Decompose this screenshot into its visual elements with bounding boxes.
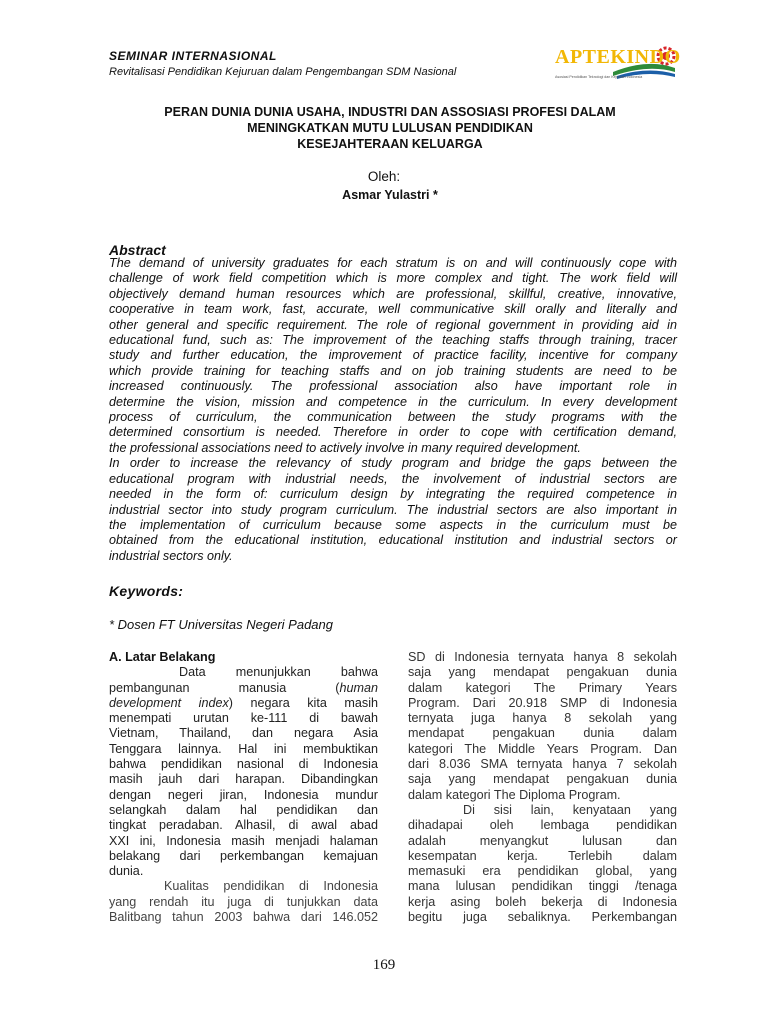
body-line [109,879,378,894]
body-line: menempati urutan ke-111 di bawah [109,711,378,726]
body-text: pembangunan manusia ( [109,680,340,695]
body-line: dihadapai oleh lembaga pendidikan [408,818,677,833]
abstract-line: educational fund, such as: The improvement of the teaching staffs through training, tracer [109,333,677,348]
body-line: dengan negeri jiran, Indonesia mundur [109,787,378,802]
body-line: Vietnam, Thailand, dan negara Asia [109,726,378,741]
abstract-line: industrial sectors only. [109,548,233,563]
abstract-heading: Abstract [109,242,166,258]
abstract-line: The demand of university graduates for each stratum is on and will continuously cope with [109,256,677,270]
body-line: dunia. [109,864,144,879]
abstract-line: determined consortium is needed. Therefore in order to cope with certification demand, [109,425,677,440]
body-line: Balitbang tahun 2003 bahwa dari 146.052 [109,910,378,925]
body-line: saja yang mendapat pengakuan dunia [408,665,677,680]
body-line: begitu juga sebaliknya. Perkembangan [408,910,677,925]
body-line: Tenggara lainnya. Hal ini membuktikan [109,741,378,756]
abstract-body [109,256,677,564]
body-line: mendapat pengakuan dunia dalam [408,726,677,741]
abstract-line: In order to increase the relevancy of study program and bridge the gaps between the [109,456,677,471]
section-heading: A. Latar Belakang [109,650,216,664]
abstract-line: objectively demand human resources which are professional, skillful, creative, innovative, [109,286,677,301]
body-line [109,665,378,680]
body-line: mana lulusan pendidikan tinggi /tenaga [408,879,677,894]
logo-tagline: Asosiasi Pendidikan Teknologi dan Kejuruan Indonesia [555,75,643,79]
body-line: masih jauh dari harapan. Dibandingkan [109,772,378,787]
body-line: SD di Indonesia ternyata hanya 8 sekolah [408,650,677,664]
body-line: Program. Dari 20.918 SMP di Indonesia [408,695,677,710]
body-line: adalah menyangkut lulusan dan [408,833,677,848]
left-column [109,650,378,925]
body-line: kategori The Middle Years Program. Dan [408,741,677,756]
body-line [109,696,378,711]
body-line: memasuki era pendidikan global, yang [408,864,677,879]
body-line: belakang dari perkembangan kemajuan [109,848,378,863]
body-line: dari 8.036 SMA ternyata hanya 7 sekolah [408,757,677,772]
title-line: PERAN DUNIA DUNIA USAHA, INDUSTRI DAN ASSOSIASI PROFESI DALAM [164,105,616,119]
body-text: Di sisi lain, kenyataan yang [463,802,677,817]
abstract-line: the professional associations need to actively involve in many required development. [109,440,581,455]
author-name: Asmar Yulastri * [342,188,438,202]
abstract-line: process of curriculum, the communication between the study programs with the [109,410,677,425]
oleh-label: Oleh: [367,169,401,184]
body-line: bahwa pendidikan nasional di Indonesia [109,757,378,772]
abstract-line: study and further education, the improvement of practice facility, incentive for company [109,348,677,363]
abstract-line: which provide training for teaching staffs and on job training students are need to be [109,363,677,378]
body-text: Data menunjukkan bahwa [179,665,378,680]
body-line [408,803,677,818]
body-line: selangkah dalam hal pendidikan dan [109,802,378,817]
keywords-heading: Keywords: [109,583,184,599]
abstract-line: other general and specific requirement. The role of regional government in providing aid in [109,317,677,332]
abstract-line: educational program with industrial needs, the involvement of industrial sectors are [109,471,677,486]
body-line: saja yang mendapat pengakuan dunia [408,772,677,787]
abstract-line: determine the vision, mission and competence in the curriculum. In every development [109,394,677,409]
body-line [109,681,378,696]
body-line: dalam kategori The Diploma Program. [408,787,621,802]
abstract-line: increased continuously. The professional association also have important role in [109,379,677,394]
abstract-line: industrial sector into study program curriculum. The industrial sectors are also important in [109,502,677,517]
body-emphasis: human [339,680,378,695]
body-line: yang rendah itu juga di tunjukkan data [109,894,378,909]
body-line: ternyata juga hanya 8 sekolah yang [408,711,677,726]
seminar-title: SEMINAR INTERNASIONAL [109,49,277,63]
abstract-line: challenge of work field competition which is more complex and tight. The work field will [109,271,677,286]
title-line: KESEJAHTERAAN KELUARGA [297,137,483,151]
page-number: 169 [372,957,396,973]
body-text: Kualitas pendidikan di Indonesia [164,879,378,894]
body-line: kerja asing boleh bekerja di Indonesia [408,894,677,909]
logo-text: APTEKINDO [555,46,681,68]
body-line: dalam kategori The Primary Years [408,680,677,695]
seminar-subtitle: Revitalisasi Pendidikan Kejuruan dalam Pengembangan SDM Nasional [109,66,457,78]
paper-title [90,104,690,152]
body-line: tingkat peradaban. Alhasil, di awal abad [109,818,378,833]
abstract-line: cooperative in team work, fast, accurate, well communicative skill orally and literally and [109,302,677,317]
body-emphasis: development index [109,695,229,710]
abstract-line: needed in the form of: curriculum design by integrating the required competence in [109,487,677,502]
body-line: kesempatan kerja. Terlebih dalam [408,848,677,863]
aptekindo-logo [553,42,681,84]
abstract-line: obtained from the educational institution, educational institution and industrial sectors or [109,533,677,548]
body-line: XXI ini, Indonesia masih menjadi halaman [109,833,378,848]
title-line: MENINGKATKAN MUTU LULUSAN PENDIDIKAN [247,121,533,135]
body-text: ) negara kita masih [228,695,378,710]
abstract-line: the implementation of curriculum because some aspects in the curriculum must be [109,517,677,532]
author-footnote: * Dosen FT Universitas Negeri Padang [109,617,333,632]
right-column [408,650,677,925]
